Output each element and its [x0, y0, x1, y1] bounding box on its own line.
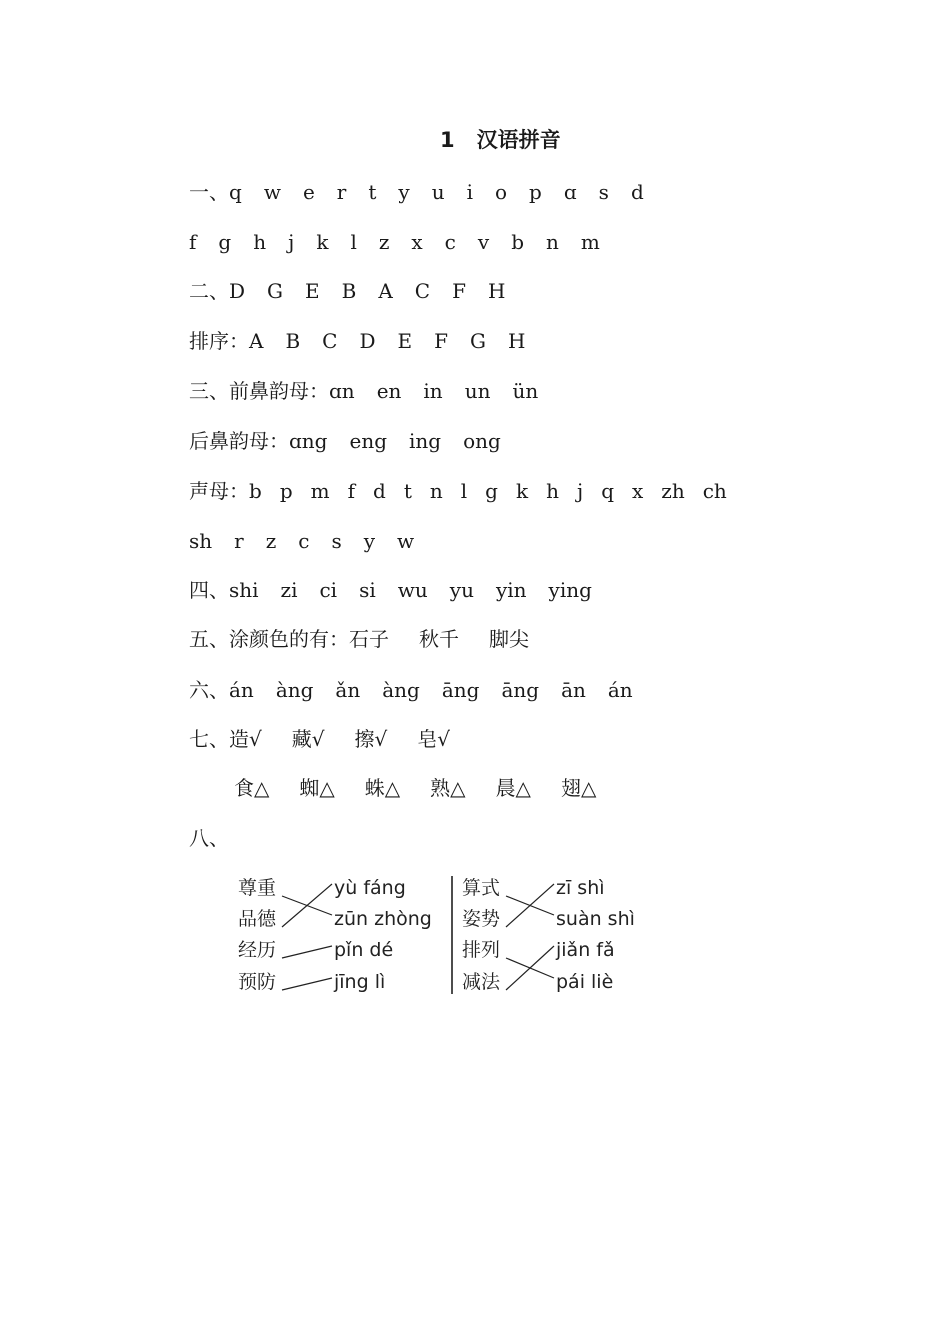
q7-label: 七、 — [189, 727, 229, 751]
syllable: yin — [495, 578, 527, 602]
q1-row1-letters — [229, 180, 644, 204]
match-word: 预防 — [238, 971, 277, 993]
initial: w — [397, 529, 415, 553]
match-link — [506, 884, 554, 927]
match-link — [282, 884, 332, 927]
syllable: yu — [449, 578, 474, 602]
q3-initials2 — [189, 529, 414, 553]
syllable: wu — [397, 578, 428, 602]
initial: p — [279, 479, 293, 503]
letter: D — [359, 329, 376, 353]
q3-back-label: 后鼻韵母： — [189, 429, 289, 453]
q8-matching-diagram — [238, 870, 658, 1000]
initial: f — [347, 479, 355, 503]
final: ong — [463, 429, 501, 453]
syllable: shi — [229, 578, 259, 602]
letter: E — [397, 329, 413, 353]
letter: E — [305, 279, 320, 303]
page-title — [440, 124, 561, 154]
final: ing — [409, 429, 442, 453]
syllable: āng — [501, 678, 540, 702]
q5-prefix: 涂颜色的有： — [229, 627, 349, 651]
word: 石子 — [349, 627, 389, 651]
q3-label: 三、 — [189, 379, 229, 403]
q3-front-label: 前鼻韵母： — [229, 379, 329, 403]
initial: q — [601, 479, 614, 503]
q3-initials-row2 — [189, 526, 414, 556]
q1-row1 — [189, 177, 644, 207]
q3-back-row — [189, 426, 501, 456]
match-link — [282, 946, 332, 958]
match-pinyin: zūn zhòng — [334, 908, 432, 930]
letter: G — [267, 279, 284, 303]
initial: m — [310, 479, 330, 503]
letter: m — [580, 230, 600, 254]
q5-label: 五、 — [189, 627, 229, 651]
character: 食△ — [234, 776, 270, 800]
syllable: àng — [382, 678, 420, 702]
initial: x — [632, 479, 644, 503]
letter: o — [495, 180, 508, 204]
q2-sorted — [249, 329, 525, 353]
q6-label: 六、 — [189, 678, 229, 702]
letter: k — [316, 230, 329, 254]
syllable: ying — [548, 578, 592, 602]
final: ün — [512, 379, 539, 403]
letter: s — [598, 180, 609, 204]
q3-initials1 — [249, 479, 727, 503]
letter: z — [378, 230, 390, 254]
initial: s — [331, 529, 342, 553]
initial: zh — [661, 479, 685, 503]
letter: j — [288, 230, 295, 254]
letter: A — [378, 279, 393, 303]
letter: g — [218, 230, 232, 254]
q8-row — [189, 823, 229, 853]
q6-row — [189, 675, 633, 705]
character: 蜘△ — [299, 776, 335, 800]
letter: H — [488, 279, 506, 303]
initial: g — [485, 479, 498, 503]
q1-label: 一、 — [189, 180, 229, 204]
q5-items — [349, 627, 529, 651]
letter: G — [470, 329, 486, 353]
character: 熟△ — [430, 776, 466, 800]
syllable: zi — [280, 578, 298, 602]
initial: t — [403, 479, 412, 503]
q5-row — [189, 624, 529, 654]
q4-row — [189, 575, 592, 605]
final: ɑng — [289, 429, 328, 453]
letter: w — [263, 180, 281, 204]
match-word: 经历 — [238, 939, 277, 961]
initial: n — [429, 479, 443, 503]
final: ɑn — [329, 379, 355, 403]
letter: i — [466, 180, 473, 204]
initial: y — [363, 529, 376, 553]
match-pinyin: suàn shì — [556, 908, 635, 930]
character: 皂√ — [417, 727, 450, 751]
q2-row — [189, 276, 505, 306]
letter: n — [546, 230, 559, 254]
final: un — [464, 379, 491, 403]
initial: sh — [189, 529, 213, 553]
q2-items — [229, 279, 505, 303]
letter: b — [511, 230, 524, 254]
word: 秋千 — [419, 627, 459, 651]
letter: ɑ — [563, 180, 577, 204]
initial: k — [515, 479, 529, 503]
q7-row1-items — [229, 727, 450, 751]
match-pinyin: yù fáng — [334, 877, 406, 899]
q3-front-row — [189, 376, 538, 406]
word: 脚尖 — [489, 627, 529, 651]
q2-label: 二、 — [189, 279, 229, 303]
character: 蛛△ — [364, 776, 401, 800]
initial: b — [249, 479, 262, 503]
q1-row2 — [189, 227, 600, 257]
syllable: án — [229, 678, 254, 702]
initial: d — [373, 479, 386, 503]
match-word: 排列 — [462, 939, 501, 961]
letter: d — [630, 180, 644, 204]
title-text: 汉语拼音 — [476, 128, 561, 152]
q3-front — [329, 379, 538, 403]
letter: q — [229, 180, 242, 204]
character: 擦√ — [354, 727, 388, 751]
q6-items — [229, 678, 633, 702]
match-pinyin: pái liè — [556, 971, 614, 993]
letter: H — [508, 329, 526, 353]
letter: C — [322, 329, 338, 353]
initial: j — [576, 479, 584, 503]
initial: r — [234, 529, 244, 553]
q2-sorted-row — [189, 326, 525, 356]
letter: D — [229, 279, 246, 303]
match-word: 算式 — [462, 877, 501, 899]
title-number: 1 — [440, 128, 455, 152]
letter: e — [302, 180, 315, 204]
letter: t — [368, 180, 377, 204]
q1-row2-letters — [189, 230, 600, 254]
letter: y — [398, 180, 410, 204]
letter: B — [285, 329, 301, 353]
q4-label: 四、 — [189, 578, 229, 602]
letter: l — [350, 230, 357, 254]
match-link — [282, 978, 332, 990]
character: 晨△ — [495, 776, 531, 800]
final: in — [423, 379, 443, 403]
match-pinyin: jiǎn fǎ — [556, 939, 615, 961]
character: 造√ — [229, 727, 262, 751]
initial: z — [265, 529, 277, 553]
letter: x — [411, 230, 423, 254]
letter: u — [431, 180, 445, 204]
match-pinyin: jīng lì — [334, 971, 386, 993]
syllable: àng — [275, 678, 314, 702]
match-word: 品德 — [238, 908, 277, 930]
letter: r — [336, 180, 347, 204]
match-word: 尊重 — [238, 877, 277, 899]
initial: h — [546, 479, 559, 503]
letter: A — [249, 329, 264, 353]
letter: B — [341, 279, 357, 303]
letter: h — [253, 230, 267, 254]
syllable: án — [607, 678, 633, 702]
final: eng — [349, 429, 388, 453]
q7-row1 — [189, 724, 450, 754]
q8-label: 八、 — [189, 826, 229, 850]
final: en — [376, 379, 402, 403]
letter: v — [477, 230, 490, 254]
letter: c — [444, 230, 456, 254]
letter: F — [452, 279, 466, 303]
letter: f — [189, 230, 197, 254]
match-word: 减法 — [462, 971, 501, 993]
q4-items — [229, 578, 592, 602]
character: 藏√ — [291, 727, 325, 751]
q7-row2-items — [234, 776, 596, 800]
match-word: 姿势 — [462, 908, 501, 930]
syllable: si — [359, 578, 376, 602]
letter: F — [434, 329, 449, 353]
initial: l — [460, 479, 468, 503]
q2-sort-label: 排序： — [189, 329, 249, 353]
q7-row2 — [234, 773, 596, 803]
syllable: ǎn — [335, 678, 361, 702]
initial: ch — [702, 479, 727, 503]
q3-back — [289, 429, 501, 453]
syllable: āng — [441, 678, 480, 702]
q3-initials-label: 声母： — [189, 479, 249, 503]
character: 翅△ — [560, 776, 597, 800]
match-pinyin: zī shì — [556, 877, 605, 899]
match-link — [506, 946, 554, 990]
initial: c — [298, 529, 310, 553]
letter: p — [529, 180, 542, 204]
syllable: ān — [561, 678, 586, 702]
q3-initials-row1 — [189, 476, 727, 506]
letter: C — [414, 279, 431, 303]
syllable: ci — [319, 578, 338, 602]
match-pinyin: pǐn dé — [334, 939, 394, 961]
